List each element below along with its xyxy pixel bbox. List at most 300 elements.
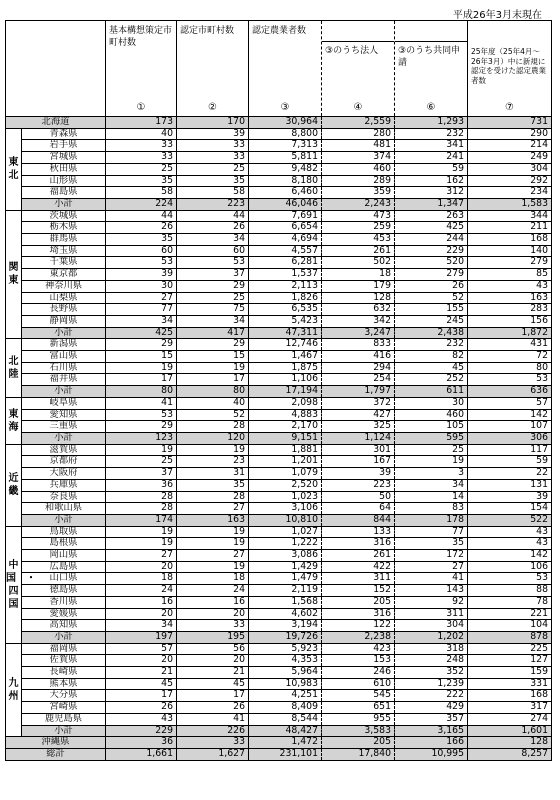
table-row bbox=[6, 175, 552, 187]
value-cell: 20 bbox=[106, 561, 177, 573]
table-row bbox=[6, 374, 552, 386]
value-cell: 80 bbox=[177, 386, 249, 398]
value-cell: 416 bbox=[322, 351, 395, 363]
value-cell: 28 bbox=[106, 503, 177, 515]
value-cell: 10,983 bbox=[249, 678, 322, 690]
value-cell: 30,964 bbox=[249, 117, 322, 129]
value-cell: 19 bbox=[177, 362, 249, 374]
value-cell: 20 bbox=[106, 608, 177, 620]
prefecture-name: 山梨県 bbox=[22, 292, 106, 304]
value-cell: 5,923 bbox=[249, 643, 322, 655]
value-cell: 174 bbox=[106, 514, 177, 526]
value-cell: 4,557 bbox=[249, 245, 322, 257]
value-cell: 16 bbox=[177, 596, 249, 608]
value-cell: 7,313 bbox=[249, 140, 322, 152]
value-cell: 39 bbox=[468, 491, 552, 503]
value-cell: 232 bbox=[395, 128, 468, 140]
col-number-6: ⑥ bbox=[426, 102, 436, 113]
subtotal-row bbox=[6, 327, 552, 339]
col-number-1: ① bbox=[136, 102, 146, 113]
value-cell: 1,347 bbox=[395, 198, 468, 210]
value-cell: 15 bbox=[106, 351, 177, 363]
value-cell: 105 bbox=[395, 421, 468, 433]
value-cell: 50 bbox=[322, 491, 395, 503]
value-cell: 19 bbox=[106, 362, 177, 374]
value-cell: 159 bbox=[468, 667, 552, 679]
value-cell: 10,810 bbox=[249, 514, 322, 526]
value-cell: 2,559 bbox=[322, 117, 395, 129]
subtotal-label: 小計 bbox=[22, 198, 106, 210]
subtotal-row bbox=[6, 386, 552, 398]
table-row bbox=[6, 468, 552, 480]
prefecture-name: 佐賀県 bbox=[22, 655, 106, 667]
value-cell: 35 bbox=[177, 175, 249, 187]
value-cell: 34 bbox=[395, 479, 468, 491]
value-cell: 6,535 bbox=[249, 304, 322, 316]
value-cell: 5,964 bbox=[249, 667, 322, 679]
value-cell: 234 bbox=[468, 187, 552, 199]
value-cell: 3,247 bbox=[322, 327, 395, 339]
value-cell: 1,872 bbox=[468, 327, 552, 339]
value-cell: 289 bbox=[322, 175, 395, 187]
value-cell: 502 bbox=[322, 257, 395, 269]
prefecture-name: 神奈川県 bbox=[22, 280, 106, 292]
value-cell: 53 bbox=[106, 409, 177, 421]
table-row bbox=[6, 550, 552, 562]
value-cell: 47,311 bbox=[249, 327, 322, 339]
table-row bbox=[6, 479, 552, 491]
value-cell: 142 bbox=[468, 409, 552, 421]
prefecture-name: 岩手県 bbox=[22, 140, 106, 152]
value-cell: 18 bbox=[106, 573, 177, 585]
value-cell: 261 bbox=[322, 550, 395, 562]
value-cell: 27 bbox=[177, 503, 249, 515]
value-cell: 33 bbox=[177, 737, 249, 749]
value-cell: 248 bbox=[395, 655, 468, 667]
value-cell: 263 bbox=[395, 210, 468, 222]
prefecture-name: 福岡県 bbox=[22, 643, 106, 655]
value-cell: 9,482 bbox=[249, 163, 322, 175]
value-cell: 48,427 bbox=[249, 725, 322, 737]
value-cell: 241 bbox=[395, 152, 468, 164]
value-cell: 41 bbox=[177, 713, 249, 725]
table-row bbox=[6, 667, 552, 679]
table-row bbox=[6, 140, 552, 152]
region-label: 東 海 bbox=[6, 397, 22, 444]
value-cell: 422 bbox=[322, 561, 395, 573]
value-cell: 632 bbox=[322, 304, 395, 316]
table-row bbox=[6, 608, 552, 620]
value-cell: 460 bbox=[395, 409, 468, 421]
value-cell: 29 bbox=[106, 421, 177, 433]
subtotal-label: 小計 bbox=[22, 432, 106, 444]
table-row bbox=[6, 409, 552, 421]
prefecture-name: 山形県 bbox=[22, 175, 106, 187]
table-row bbox=[6, 702, 552, 714]
value-cell: 162 bbox=[395, 175, 468, 187]
value-cell: 214 bbox=[468, 140, 552, 152]
value-cell: 26 bbox=[106, 222, 177, 234]
value-cell: 2,520 bbox=[249, 479, 322, 491]
value-cell: 57 bbox=[106, 643, 177, 655]
value-cell: 82 bbox=[395, 351, 468, 363]
value-cell: 8,180 bbox=[249, 175, 322, 187]
value-cell: 1,293 bbox=[395, 117, 468, 129]
value-cell: 25 bbox=[106, 163, 177, 175]
subtotal-row bbox=[6, 432, 552, 444]
value-cell: 1,106 bbox=[249, 374, 322, 386]
value-cell: 244 bbox=[395, 234, 468, 246]
value-cell: 344 bbox=[468, 210, 552, 222]
value-cell: 20 bbox=[177, 608, 249, 620]
value-cell: 292 bbox=[468, 175, 552, 187]
value-cell: 21 bbox=[177, 667, 249, 679]
value-cell: 1,222 bbox=[249, 538, 322, 550]
value-cell: 29 bbox=[177, 339, 249, 351]
value-cell: 453 bbox=[322, 234, 395, 246]
value-cell: 249 bbox=[468, 152, 552, 164]
value-cell: 45 bbox=[106, 678, 177, 690]
value-cell: 123 bbox=[106, 432, 177, 444]
value-cell: 24 bbox=[106, 585, 177, 597]
value-cell: 318 bbox=[395, 643, 468, 655]
value-cell: 431 bbox=[468, 339, 552, 351]
value-cell: 29 bbox=[177, 280, 249, 292]
summary-row bbox=[6, 737, 552, 749]
summary-row bbox=[6, 748, 552, 760]
value-cell: 43 bbox=[468, 280, 552, 292]
value-cell: 311 bbox=[395, 608, 468, 620]
value-cell: 88 bbox=[468, 585, 552, 597]
value-cell: 35 bbox=[106, 234, 177, 246]
prefecture-name: 石川県 bbox=[22, 362, 106, 374]
col-number-7: ⑦ bbox=[505, 102, 514, 113]
value-cell: 283 bbox=[468, 304, 552, 316]
value-cell: 1,661 bbox=[106, 748, 177, 760]
value-cell: 294 bbox=[322, 362, 395, 374]
prefecture-name: 熊本県 bbox=[22, 678, 106, 690]
value-cell: 40 bbox=[177, 397, 249, 409]
prefecture-name: 宮城県 bbox=[22, 152, 106, 164]
value-cell: 19 bbox=[395, 456, 468, 468]
value-cell: 167 bbox=[322, 456, 395, 468]
table-row bbox=[6, 538, 552, 550]
prefecture-name: 奈良県 bbox=[22, 491, 106, 503]
value-cell: 33 bbox=[177, 152, 249, 164]
value-cell: 2,170 bbox=[249, 421, 322, 433]
prefecture-name: 愛媛県 bbox=[22, 608, 106, 620]
prefecture-name: 長野県 bbox=[22, 304, 106, 316]
prefecture-name: 沖縄県 bbox=[6, 737, 106, 749]
value-cell: 117 bbox=[468, 444, 552, 456]
value-cell: 168 bbox=[468, 234, 552, 246]
value-cell: 1,239 bbox=[395, 678, 468, 690]
summary-row bbox=[6, 117, 552, 129]
value-cell: 301 bbox=[322, 444, 395, 456]
value-cell: 58 bbox=[177, 187, 249, 199]
value-cell: 17,840 bbox=[322, 748, 395, 760]
value-cell: 34 bbox=[177, 234, 249, 246]
value-cell: 172 bbox=[395, 550, 468, 562]
value-cell: 19,726 bbox=[249, 631, 322, 643]
value-cell: 1,201 bbox=[249, 456, 322, 468]
table-row bbox=[6, 152, 552, 164]
table-row bbox=[6, 304, 552, 316]
value-cell: 205 bbox=[322, 737, 395, 749]
value-cell: 19 bbox=[177, 444, 249, 456]
prefecture-name: 青森県 bbox=[22, 128, 106, 140]
value-cell: 226 bbox=[177, 725, 249, 737]
table-row bbox=[6, 526, 552, 538]
value-cell: 425 bbox=[106, 327, 177, 339]
value-cell: 280 bbox=[322, 128, 395, 140]
prefecture-name: 福井県 bbox=[22, 374, 106, 386]
table-row bbox=[6, 643, 552, 655]
prefecture-name: 群馬県 bbox=[22, 234, 106, 246]
value-cell: 27 bbox=[106, 550, 177, 562]
value-cell: 1,479 bbox=[249, 573, 322, 585]
value-cell: 197 bbox=[106, 631, 177, 643]
value-cell: 28 bbox=[177, 491, 249, 503]
value-cell: 25 bbox=[177, 163, 249, 175]
value-cell: 306 bbox=[468, 432, 552, 444]
value-cell: 223 bbox=[177, 198, 249, 210]
table-row bbox=[6, 163, 552, 175]
value-cell: 53 bbox=[468, 573, 552, 585]
value-cell: 5,811 bbox=[249, 152, 322, 164]
value-cell: 127 bbox=[468, 655, 552, 667]
value-cell: 52 bbox=[395, 292, 468, 304]
prefecture-name: 滋賀県 bbox=[22, 444, 106, 456]
value-cell: 20 bbox=[177, 655, 249, 667]
value-cell: 545 bbox=[322, 690, 395, 702]
value-cell: 43 bbox=[468, 538, 552, 550]
table-row bbox=[6, 456, 552, 468]
value-cell: 1,472 bbox=[249, 737, 322, 749]
prefecture-name: 岡山県 bbox=[22, 550, 106, 562]
subtotal-label: 小計 bbox=[22, 514, 106, 526]
header-basic-plan: 基本構想策定市町村数 bbox=[109, 26, 173, 48]
value-cell: 20 bbox=[106, 655, 177, 667]
value-cell: 4,694 bbox=[249, 234, 322, 246]
value-cell: 3,194 bbox=[249, 620, 322, 632]
value-cell: 290 bbox=[468, 128, 552, 140]
value-cell: 128 bbox=[322, 292, 395, 304]
table-row bbox=[6, 713, 552, 725]
value-cell: 274 bbox=[468, 713, 552, 725]
value-cell: 179 bbox=[322, 280, 395, 292]
value-cell: 610 bbox=[322, 678, 395, 690]
value-cell: 2,119 bbox=[249, 585, 322, 597]
region-label: 関 東 bbox=[6, 210, 22, 339]
value-cell: 595 bbox=[395, 432, 468, 444]
table-row bbox=[6, 315, 552, 327]
value-cell: 154 bbox=[468, 503, 552, 515]
header-col3 bbox=[249, 21, 322, 117]
table-row bbox=[6, 222, 552, 234]
subtotal-label: 小計 bbox=[22, 725, 106, 737]
value-cell: 429 bbox=[395, 702, 468, 714]
value-cell: 120 bbox=[177, 432, 249, 444]
value-cell: 8,409 bbox=[249, 702, 322, 714]
prefecture-name: 兵庫県 bbox=[22, 479, 106, 491]
value-cell: 205 bbox=[322, 596, 395, 608]
value-cell: 3,165 bbox=[395, 725, 468, 737]
table-row bbox=[6, 596, 552, 608]
value-cell: 1,881 bbox=[249, 444, 322, 456]
value-cell: 37 bbox=[177, 269, 249, 281]
prefecture-name: 新潟県 bbox=[22, 339, 106, 351]
prefecture-name: 長崎県 bbox=[22, 667, 106, 679]
value-cell: 304 bbox=[468, 163, 552, 175]
header-col6 bbox=[395, 21, 468, 117]
value-cell: 34 bbox=[177, 315, 249, 327]
prefecture-name: 北海道 bbox=[6, 117, 106, 129]
value-cell: 28 bbox=[177, 421, 249, 433]
prefecture-name: 千葉県 bbox=[22, 257, 106, 269]
prefecture-name: 鹿児島県 bbox=[22, 713, 106, 725]
value-cell: 19 bbox=[177, 526, 249, 538]
value-cell: 1,467 bbox=[249, 351, 322, 363]
header-certified-municipalities: 認定市町村数 bbox=[180, 26, 235, 36]
value-cell: 24 bbox=[177, 585, 249, 597]
value-cell: 878 bbox=[468, 631, 552, 643]
value-cell: 53 bbox=[468, 374, 552, 386]
subtotal-row bbox=[6, 631, 552, 643]
value-cell: 80 bbox=[468, 362, 552, 374]
value-cell: 92 bbox=[395, 596, 468, 608]
value-cell: 56 bbox=[177, 643, 249, 655]
value-cell: 481 bbox=[322, 140, 395, 152]
value-cell: 325 bbox=[322, 421, 395, 433]
value-cell: 64 bbox=[322, 503, 395, 515]
value-cell: 37 bbox=[106, 468, 177, 480]
prefecture-name: 東京都 bbox=[22, 269, 106, 281]
header-col1 bbox=[106, 21, 177, 117]
table-row bbox=[6, 245, 552, 257]
value-cell: 25 bbox=[395, 444, 468, 456]
table-row bbox=[6, 234, 552, 246]
value-cell: 4,602 bbox=[249, 608, 322, 620]
prefecture-name: 栃木県 bbox=[22, 222, 106, 234]
table-row bbox=[6, 187, 552, 199]
value-cell: 221 bbox=[468, 608, 552, 620]
value-cell: 39 bbox=[322, 468, 395, 480]
value-cell: 45 bbox=[177, 678, 249, 690]
farmer-statistics-table bbox=[5, 20, 552, 761]
prefecture-name: 秋田県 bbox=[22, 163, 106, 175]
value-cell: 254 bbox=[322, 374, 395, 386]
prefecture-name: 岐阜県 bbox=[22, 397, 106, 409]
value-cell: 316 bbox=[322, 608, 395, 620]
value-cell: 57 bbox=[468, 397, 552, 409]
value-cell: 33 bbox=[177, 620, 249, 632]
value-cell: 3 bbox=[395, 468, 468, 480]
value-cell: 25 bbox=[177, 292, 249, 304]
value-cell: 173 bbox=[106, 117, 177, 129]
value-cell: 9,151 bbox=[249, 432, 322, 444]
value-cell: 12,746 bbox=[249, 339, 322, 351]
table-row bbox=[6, 678, 552, 690]
value-cell: 36 bbox=[106, 479, 177, 491]
value-cell: 18 bbox=[177, 573, 249, 585]
value-cell: 2,098 bbox=[249, 397, 322, 409]
value-cell: 28 bbox=[106, 491, 177, 503]
region-label: 近 畿 bbox=[6, 444, 22, 526]
value-cell: 29 bbox=[106, 339, 177, 351]
value-cell: 460 bbox=[322, 163, 395, 175]
value-cell: 279 bbox=[468, 257, 552, 269]
value-cell: 34 bbox=[106, 620, 177, 632]
header-certified-farmers: 認定農業者数 bbox=[252, 26, 307, 36]
subtotal-label: 小計 bbox=[22, 386, 106, 398]
region-label: 中 国 ・ 四 国 bbox=[6, 526, 22, 643]
value-cell: 731 bbox=[468, 117, 552, 129]
value-cell: 259 bbox=[322, 222, 395, 234]
value-cell: 44 bbox=[106, 210, 177, 222]
subtotal-row bbox=[6, 725, 552, 737]
prefecture-name: 香川県 bbox=[22, 596, 106, 608]
value-cell: 168 bbox=[468, 690, 552, 702]
table-row bbox=[6, 269, 552, 281]
prefecture-name: 大分県 bbox=[22, 690, 106, 702]
value-cell: 19 bbox=[106, 538, 177, 550]
value-cell: 80 bbox=[106, 386, 177, 398]
value-cell: 41 bbox=[395, 573, 468, 585]
value-cell: 36 bbox=[106, 737, 177, 749]
col-number-3: ③ bbox=[280, 102, 290, 113]
value-cell: 211 bbox=[468, 222, 552, 234]
prefecture-name: 島根県 bbox=[22, 538, 106, 550]
value-cell: 2,238 bbox=[322, 631, 395, 643]
header-new-certified: 25年度（25年4月～26年3月）中に新規に認定を受けた認定農業者数 bbox=[471, 47, 546, 85]
value-cell: 17 bbox=[106, 690, 177, 702]
subtotal-label: 小計 bbox=[22, 327, 106, 339]
prefecture-name: 三重県 bbox=[22, 421, 106, 433]
value-cell: 1,797 bbox=[322, 386, 395, 398]
value-cell: 1,875 bbox=[249, 362, 322, 374]
value-cell: 3,583 bbox=[322, 725, 395, 737]
value-cell: 352 bbox=[395, 667, 468, 679]
region-label: 北 陸 bbox=[6, 339, 22, 398]
prefecture-name: 大阪府 bbox=[22, 468, 106, 480]
subtotal-label: 小計 bbox=[22, 631, 106, 643]
value-cell: 133 bbox=[322, 526, 395, 538]
subtotal-row bbox=[6, 198, 552, 210]
value-cell: 39 bbox=[106, 269, 177, 281]
value-cell: 8,800 bbox=[249, 128, 322, 140]
value-cell: 34 bbox=[106, 315, 177, 327]
prefecture-name: 宮崎県 bbox=[22, 702, 106, 714]
value-cell: 195 bbox=[177, 631, 249, 643]
value-cell: 104 bbox=[468, 620, 552, 632]
value-cell: 311 bbox=[322, 573, 395, 585]
value-cell: 844 bbox=[322, 514, 395, 526]
header-col7 bbox=[468, 21, 552, 117]
header-row bbox=[6, 21, 552, 117]
table-row bbox=[6, 292, 552, 304]
value-cell: 52 bbox=[177, 409, 249, 421]
value-cell: 142 bbox=[468, 550, 552, 562]
value-cell: 223 bbox=[322, 479, 395, 491]
value-cell: 231,101 bbox=[249, 748, 322, 760]
value-cell: 6,460 bbox=[249, 187, 322, 199]
value-cell: 39 bbox=[177, 128, 249, 140]
table-row bbox=[6, 257, 552, 269]
value-cell: 1,202 bbox=[395, 631, 468, 643]
value-cell: 35 bbox=[395, 538, 468, 550]
value-cell: 611 bbox=[395, 386, 468, 398]
